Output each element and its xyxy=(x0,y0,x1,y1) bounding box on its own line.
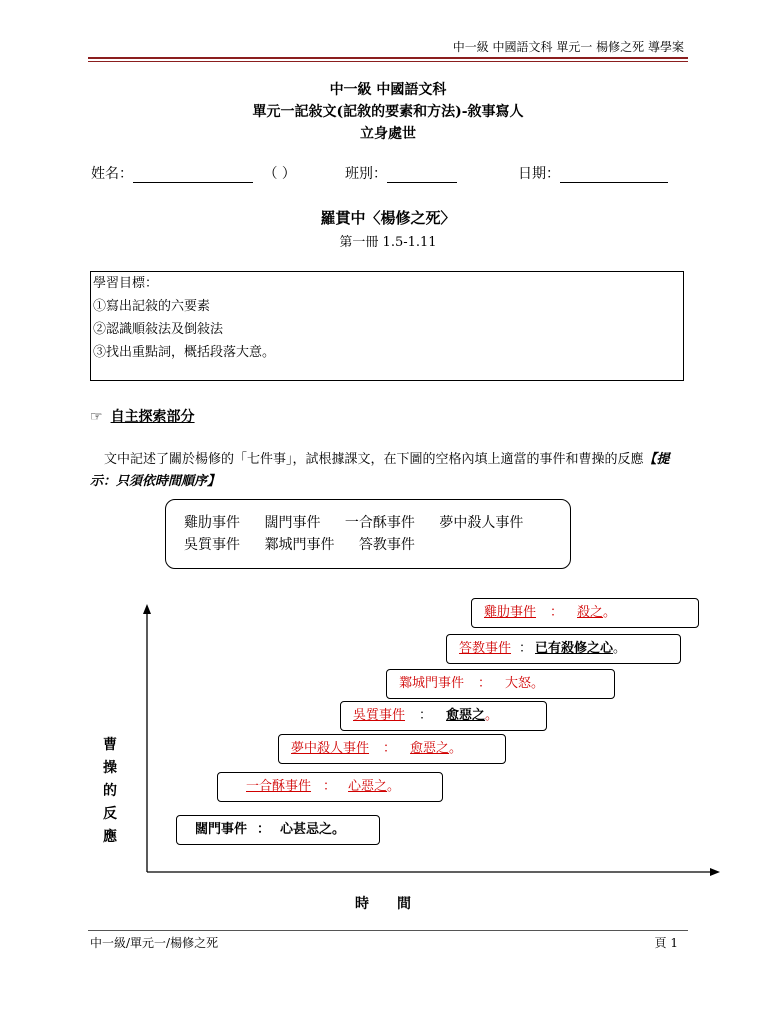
instructions-hint: 【提示：只須依時間順序】 xyxy=(90,452,670,489)
step-reaction: 心甚忌之 xyxy=(280,822,333,837)
footer-left: 中一級/單元一/楊修之死 xyxy=(90,936,219,950)
step-event: 一合酥事件 xyxy=(246,779,312,794)
class-label: 班別： xyxy=(345,166,387,182)
date-label: 日期： xyxy=(518,166,560,182)
goal-item: ③找出重點詞，概括段落大意。 xyxy=(93,345,276,360)
event-option: 鄴城門事件 xyxy=(264,537,335,553)
x-axis-arrow xyxy=(710,868,720,876)
y-axis-arrow xyxy=(143,604,151,614)
running-header: 中一級 中國語文科 單元一 楊修之死 導學案 xyxy=(452,40,684,54)
footer-rule xyxy=(88,930,688,931)
event-option: 闊門事件 xyxy=(264,515,321,531)
step-event: 雞肋事件 xyxy=(484,605,537,620)
timeline-step-1[interactable]: 雞肋事件 ： 殺之。 xyxy=(471,598,699,628)
step-reaction: 殺之 xyxy=(577,605,604,620)
timeline-step-2[interactable]: 答教事件 ： 已有殺修之心。 xyxy=(446,634,681,664)
lesson-title: 羅貫中〈楊修之死〉 xyxy=(320,209,456,227)
step-reaction: 大怒 xyxy=(505,676,532,691)
step-reaction: 已有殺修之心 xyxy=(535,641,614,656)
step-reaction: 愈惡之 xyxy=(410,741,450,756)
step-event: 吳質事件 xyxy=(353,708,406,723)
y-axis-label: 曹 操 的 反 應 xyxy=(103,737,117,845)
event-option: 答教事件 xyxy=(358,537,415,553)
goal-item: ②認識順敍法及倒敍法 xyxy=(93,322,224,337)
step-event: 夢中殺人事件 xyxy=(291,741,370,756)
class-number-blank: （ ） xyxy=(263,166,296,182)
event-option: 雞肋事件 xyxy=(184,515,240,531)
name-label: 姓名： xyxy=(91,166,133,182)
step-reaction: 心惡之 xyxy=(348,779,388,794)
timeline-step-6[interactable]: 一合酥事件 ： 心惡之。 xyxy=(217,772,443,802)
timeline-step-7[interactable]: 闊門事件 ： 心甚忌之。 xyxy=(176,815,380,845)
step-event: 鄴城門事件 xyxy=(399,676,465,691)
page-number: 頁 1 xyxy=(654,936,678,950)
step-event: 闊門事件 xyxy=(195,822,248,837)
theme-title: 立身處世 xyxy=(360,126,416,142)
lesson-subtitle: 第一冊 1.5-1.11 xyxy=(339,235,437,250)
timeline-step-4[interactable]: 吳質事件 ： 愈惡之。 xyxy=(340,701,547,731)
step-reaction: 愈惡之 xyxy=(446,708,486,723)
goals-heading: 學習目標： xyxy=(93,276,159,291)
course-title: 中一級 中國語文科 xyxy=(329,82,447,98)
x-axis-label: 時 間 xyxy=(355,896,411,912)
event-option: 吳質事件 xyxy=(184,537,240,553)
pointer-icon: ☞ xyxy=(90,409,103,425)
goal-item: ①寫出記敍的六要素 xyxy=(93,299,211,314)
timeline-step-5[interactable]: 夢中殺人事件 ： 愈惡之。 xyxy=(278,734,506,764)
event-option: 一合酥事件 xyxy=(344,515,415,531)
unit-title: 單元一記敍文(記敘的要素和方法)-敘事寫人 xyxy=(252,104,524,120)
section-title: 自主探索部分 xyxy=(110,409,195,425)
timeline-step-3[interactable]: 鄴城門事件 ： 大怒。 xyxy=(386,669,615,699)
step-event: 答教事件 xyxy=(459,641,512,656)
instructions-text: 文中記述了關於楊修的「七件事」，試根據課文，在下圖的空格內填上適當的事件和曹操的反應 xyxy=(104,452,644,467)
event-option: 夢中殺人事件 xyxy=(439,515,524,531)
